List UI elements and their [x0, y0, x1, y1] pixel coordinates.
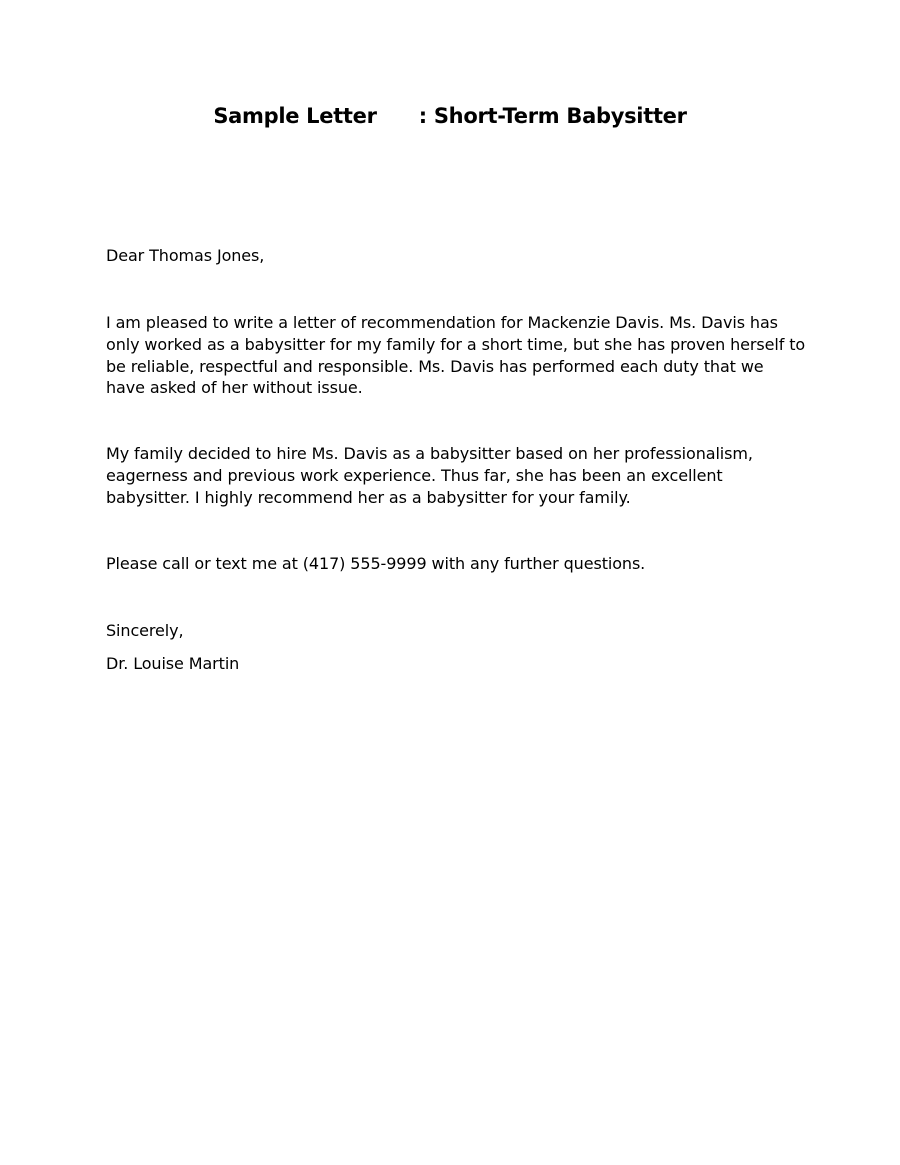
salutation: Dear Thomas Jones,: [106, 246, 265, 265]
closing: Sincerely,: [106, 621, 184, 640]
paragraph-hiring-reason: My family decided to hire Ms. Davis as a babysitter based on her professionalism, eagerness and previous work experience. Thus far, she has been an excellent babysitter. I highly recommend her as a babysitter for your family.: [106, 444, 753, 507]
paragraph-contact: Please call or text me at (417) 555-9999 with any further questions.: [106, 554, 646, 573]
paragraph-recommendation: I am pleased to write a letter of recommendation for Mackenzie Davis. Ms. Davis has only worked as a babysitter for my family for a short time, but she has proven herself to be reliable, respectful and responsible. Ms. Davis has performed each duty that we have asked of her without issue.: [106, 313, 806, 398]
signature-name: Dr. Louise Martin: [106, 654, 240, 673]
letter-title: Sample Letter : Short-Term Babysitter: [213, 104, 687, 128]
